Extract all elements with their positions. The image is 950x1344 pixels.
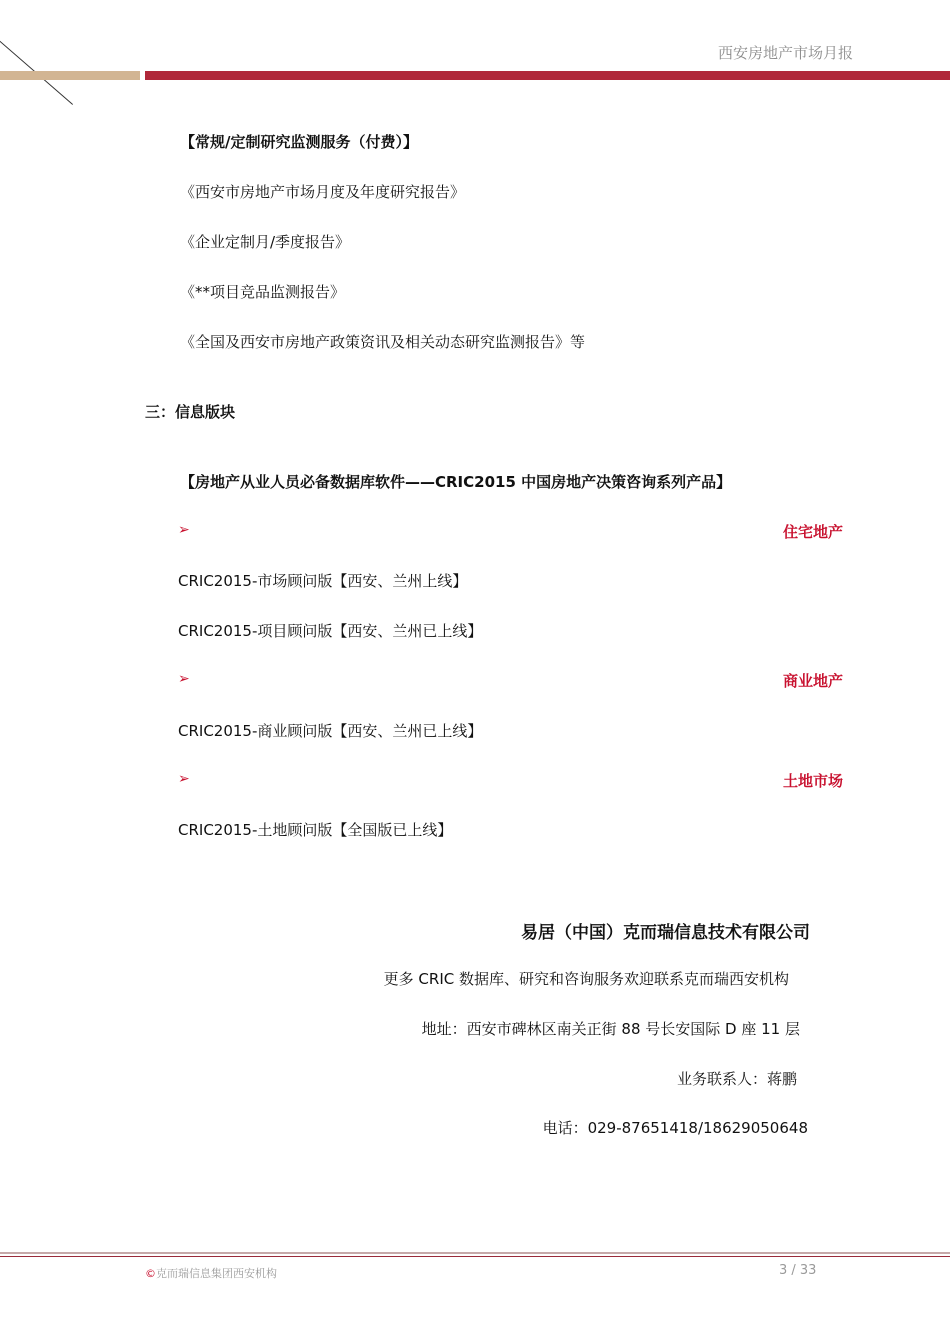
header-title: 西安房地产市场月报 [717,44,853,62]
category-label-commercial: 商业地产 [782,672,843,690]
category-label-residential: 住宅地产 [782,523,843,541]
footer-org: 克而瑞信息集团西安机构 [156,1267,277,1280]
paid-service-item: 《西安市房地产市场月度及年度研究报告》 [180,183,466,201]
contact-address: 地址：西安市碑林区南关正街 88 号长安国际 D 座 11 层 [421,1020,800,1038]
header-bar-tan [0,71,140,80]
arrow-bullet-icon: ➢ [178,671,190,687]
footer-divider [0,1256,950,1257]
contact-more-info: 更多 CRIC 数据库、研究和咨询服务欢迎联系克而瑞西安机构 [383,970,789,988]
arrow-bullet-icon: ➢ [178,771,190,787]
product-item: CRIC2015-商业顾问版【西安、兰州已上线】 [178,722,483,740]
footer-copyright [145,1265,277,1281]
contact-phone: 电话：029-87651418/18629050648 [542,1119,808,1137]
product-item: CRIC2015-市场顾问版【西安、兰州上线】 [178,572,468,590]
copyright-icon: © [145,1267,156,1280]
paid-service-item: 《**项目竞品监测报告》 [180,283,346,301]
paid-service-item: 《全国及西安市房地产政策资讯及相关动态研究监测报告》等 [180,333,586,351]
arrow-bullet-icon: ➢ [178,522,190,538]
section-heading: 三：信息版块 [145,403,236,421]
product-heading: 【房地产从业人员必备数据库软件——CRIC2015 中国房地产决策咨询系列产品】 [180,473,732,491]
footer-divider [0,1252,950,1254]
product-item: CRIC2015-项目顾问版【西安、兰州已上线】 [178,622,483,640]
page-number: 3 / 33 [779,1263,817,1278]
contact-person: 业务联系人：蒋鹏 [676,1070,797,1088]
product-item: CRIC2015-土地顾问版【全国版已上线】 [178,821,453,839]
paid-service-item: 《企业定制月/季度报告》 [180,233,351,251]
company-name: 易居（中国）克而瑞信息技术有限公司 [521,923,810,943]
category-label-land: 土地市场 [782,772,843,790]
header-bar-red [145,71,950,80]
paid-services-heading: 【常规/定制研究监测服务（付费）】 [180,133,418,151]
header-diagonal-line [0,32,73,105]
